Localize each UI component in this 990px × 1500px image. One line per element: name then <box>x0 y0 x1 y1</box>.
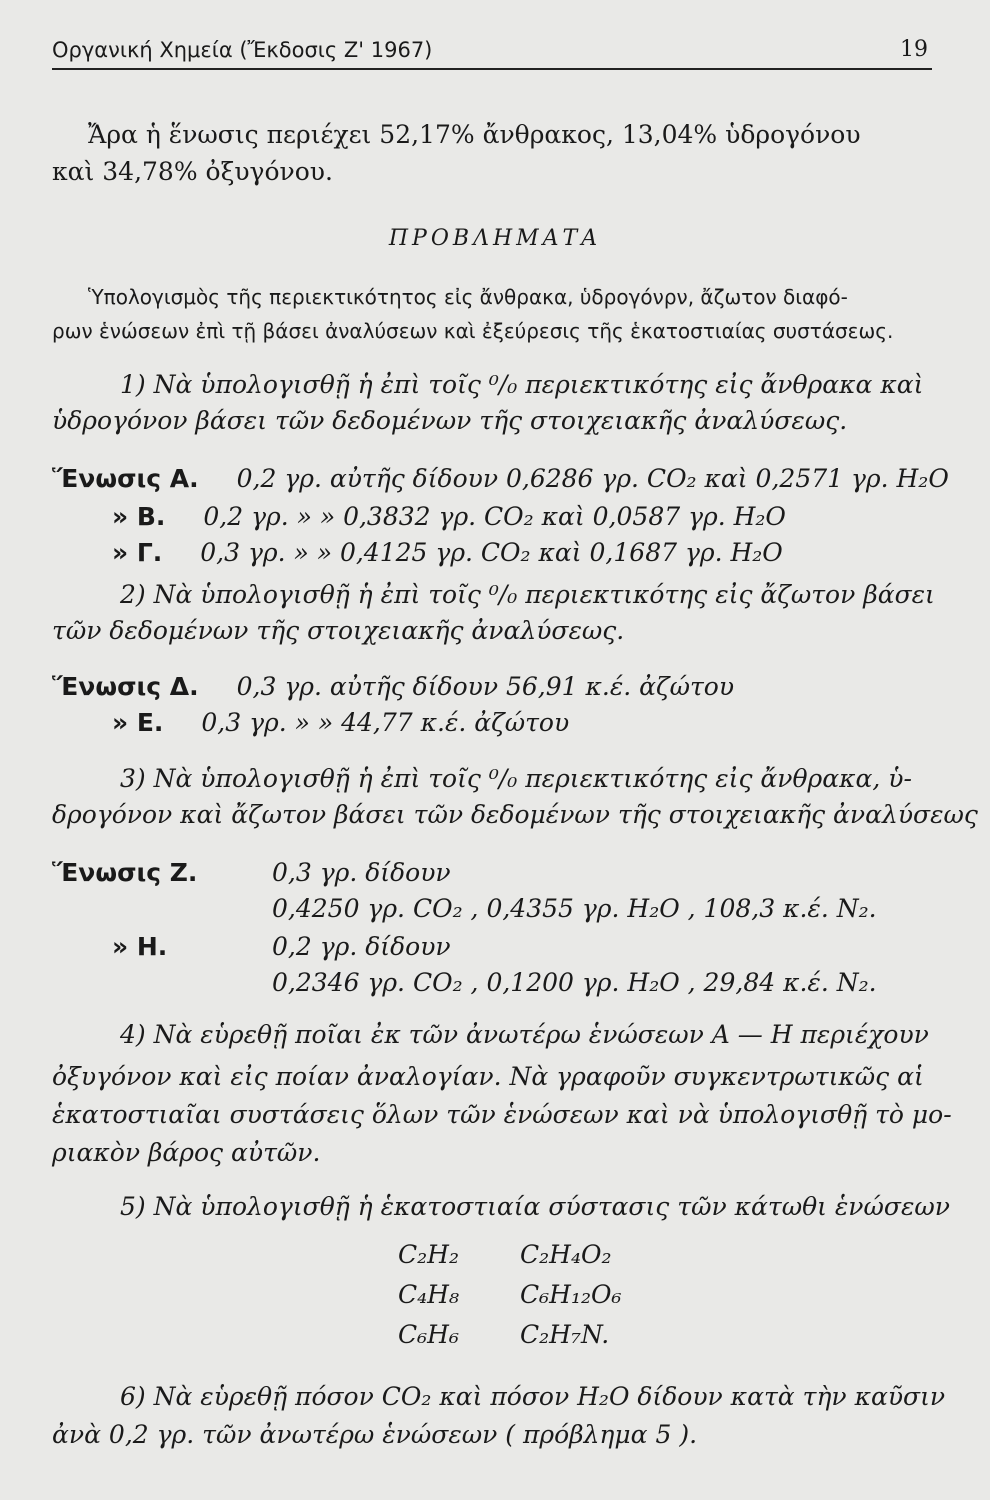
formula-c6h6: C₆H₆ <box>398 1320 459 1349</box>
problem-6-line-2: ἀνὰ 0,2 γρ. τῶν ἀνωτέρω ἑνώσεων ( πρόβλημα 5 ). <box>52 1420 698 1449</box>
problem-3-label-h <box>112 930 167 964</box>
problem-2-row-e <box>112 706 569 740</box>
problem-2-line-2: τῶν δεδομένων τῆς στοιχειακῆς ἀναλύσεως. <box>52 616 625 645</box>
problem-3-line-2: δρογόνον καὶ ἄζωτον βάσει τῶν δεδομένων τῆς στοιχειακῆς ἀναλύσεως <box>52 800 978 829</box>
analysis-data: 0,2 γρ. » » 0,3832 γρ. CO₂ καὶ 0,0587 γρ. H₂O <box>203 502 786 531</box>
problem-3-z-line-a: 0,3 γρ. δίδουν <box>272 858 451 887</box>
intro-line-1: Ἄρα ἡ ἕνωσις περιέχει 52,17% ἄνθρακος, 13,04% ὑδρογόνου <box>88 120 861 149</box>
compound-label: Ἕνωσις Ζ. <box>52 858 198 887</box>
problem-3-z-line-b: 0,4250 γρ. CO₂ , 0,4355 γρ. H₂O , 108,3 κ.έ. N₂. <box>272 894 877 923</box>
problem-1-row-a <box>52 462 949 496</box>
section-desc-line-2: ρων ἑνώσεων ἐπὶ τῇ βάσει ἀναλύσεων καὶ ἐξεύρεσις τῆς ἑκατοστιαίας συστάσεως. <box>52 319 894 343</box>
problem-3-label-z <box>52 856 197 890</box>
problem-4-line-4: ριακὸν βάρος αὐτῶν. <box>52 1138 321 1167</box>
compound-label: » Η. <box>112 932 168 961</box>
problem-3-line-1: 3) Νὰ ὑπολογισθῇ ἡ ἐπὶ τοῖς ⁰/₀ περιεκτικότης εἰς ἄνθρακα, ὑ- <box>120 764 912 793</box>
problem-2-row-d <box>52 670 734 704</box>
page-number: 19 <box>900 37 928 62</box>
compound-label: Ἕνωσις Α. <box>52 464 199 493</box>
page-header <box>52 28 932 70</box>
problem-1-line-2: ὑδρογόνον βάσει τῶν δεδομένων τῆς στοιχειακῆς ἀναλύσεως. <box>52 406 848 435</box>
problem-1-row-c <box>112 536 783 570</box>
analysis-data: 0,2 γρ. αὐτῆς δίδουν 0,6286 γρ. CO₂ καὶ 0,2571 γρ. H₂O <box>236 464 949 493</box>
compound-label: Ἕνωσις Δ. <box>52 672 199 701</box>
formula-c2h2: C₂H₂ <box>398 1240 459 1269</box>
problem-6-line-1: 6) Νὰ εὑρεθῇ πόσον CO₂ καὶ πόσον H₂O δίδουν κατὰ τὴν καῦσιν <box>120 1382 946 1411</box>
compound-label: » Β. <box>112 502 166 531</box>
formula-c2h4o2: C₂H₄O₂ <box>520 1240 612 1269</box>
problem-3-h-line-a: 0,2 γρ. δίδουν <box>272 932 451 961</box>
intro-line-2: καὶ 34,78% ὀξυγόνου. <box>52 157 333 186</box>
formula-c6h12o6: C₆H₁₂O₆ <box>520 1280 622 1309</box>
problem-4-line-2: ὀξυγόνον καὶ εἰς ποίαν ἀναλογίαν. Νὰ γραφοῦν συγκεντρωτικῶς αἱ <box>52 1062 924 1091</box>
problem-5-line-1: 5) Νὰ ὑπολογισθῇ ἡ ἑκατοστιαία σύστασις τῶν κάτωθι ἑνώσεων <box>120 1192 950 1221</box>
problem-1-row-b <box>112 500 786 534</box>
section-desc-line-1: Ὑπολογισμὸς τῆς περιεκτικότητος εἰς ἄνθρακα, ὑδρογόνρν, ἄζωτον διαφό- <box>88 285 848 309</box>
compound-label: » Ε. <box>112 708 164 737</box>
analysis-data: 0,3 γρ. » » 44,77 κ.έ. ἀζώτου <box>201 708 570 737</box>
compound-label: » Γ. <box>112 538 163 567</box>
problem-2-line-1: 2) Νὰ ὑπολογισθῇ ἡ ἐπὶ τοῖς ⁰/₀ περιεκτικότης εἰς ἄζωτον βάσει <box>120 580 935 609</box>
running-title: Οργανική Χημεία (Ἔκδοσις Ζ' 1967) <box>52 38 433 62</box>
formula-c4h8: C₄H₈ <box>398 1280 459 1309</box>
section-title: ΠΡΟΒΛΗΜΑΤΑ <box>388 226 602 251</box>
problem-4-line-1: 4) Νὰ εὑρεθῇ ποῖαι ἐκ τῶν ἀνωτέρω ἑνώσεων Α — Η περιέχουν <box>120 1020 929 1049</box>
problem-4-line-3: ἑκατοστιαῖαι συστάσεις ὅλων τῶν ἑνώσεων καὶ νὰ ὑπολογισθῇ τὸ μο- <box>52 1100 952 1129</box>
problem-1-line-1: 1) Νὰ ὑπολογισθῇ ἡ ἐπὶ τοῖς ⁰/₀ περιεκτικότης εἰς ἄνθρακα καὶ <box>120 370 924 399</box>
analysis-data: 0,3 γρ. αὐτῆς δίδουν 56,91 κ.έ. ἀζώτου <box>236 672 735 701</box>
formula-c2h7n: C₂H₇N. <box>520 1320 610 1349</box>
problem-3-h-line-b: 0,2346 γρ. CO₂ , 0,1200 γρ. H₂O , 29,84 κ.έ. N₂. <box>272 968 877 997</box>
analysis-data: 0,3 γρ. » » 0,4125 γρ. CO₂ καὶ 0,1687 γρ. H₂O <box>200 538 783 567</box>
